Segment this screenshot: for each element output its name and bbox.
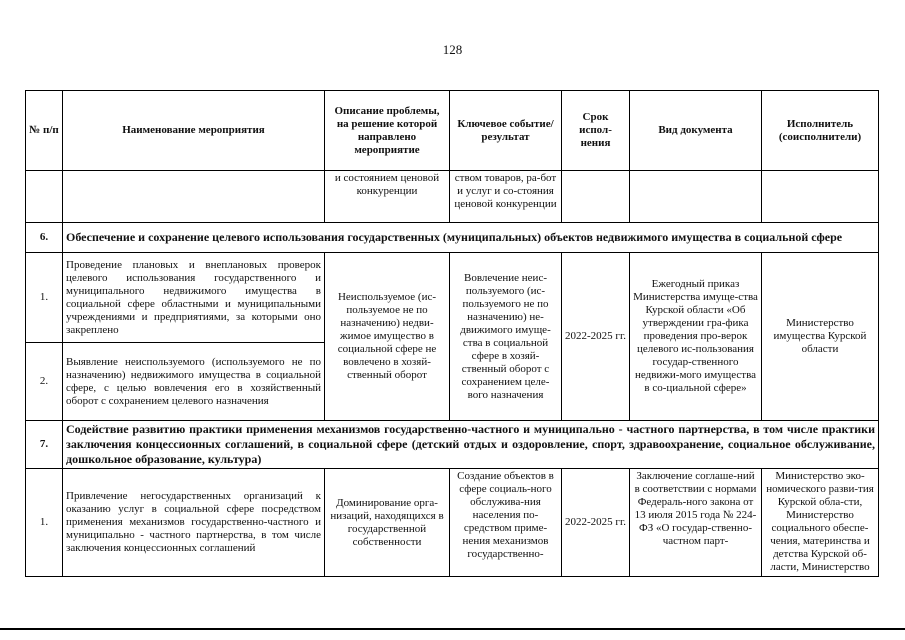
continuation-event: ством товаров, ра-бот и услуг и со-стояния ценовой конкуренции (450, 171, 562, 223)
section-6-row (26, 223, 879, 253)
table-row (26, 253, 879, 343)
s7-executor: Министерство эко-номического разви-тия Курской обла-сти, Министерство социального обеспе-чения, материнства и детства Курской об-ласти, Министерство (762, 469, 879, 577)
s6-doc: Ежегодный приказ Министерства имуще-ства Курской области «Об утверждении гра-фика проведения про-верок целевого ис-пользования государ-ственного недвижи-мого имущества в со-циальной сфере» (630, 253, 762, 421)
s6-problem: Неиспользуемое (ис-пользуемое не по назначению) недви-жимое имущество в социальной сфере не вовлечено в хозяй-ственный оборот (325, 253, 450, 421)
s7-event: Создание объектов в сфере социаль-ного обслужива-ния населения по-средством приме-нения механизмов государственно- (450, 469, 562, 577)
section-6-num: 6. (26, 223, 63, 253)
s6-term: 2022-2025 гг. (562, 253, 630, 421)
header-row (26, 91, 879, 171)
continuation-problem: и состоянием ценовой конкуренции (325, 171, 450, 223)
page-bottom-rule (0, 628, 905, 630)
table-row (26, 469, 879, 577)
header-doc: Вид документа (630, 91, 762, 171)
header-executor: Исполнитель (соисполнители) (762, 91, 879, 171)
s7-row1-name: Привлечение негосударственных организаций к оказанию услуг в социальной сфере посредством применения механизмов государственно-частного и муниципально - частного партнерства, в том числе заключения концессионных соглашений (63, 469, 325, 577)
s7-doc: Заключение соглаше-ний в соответствии с нормами Федераль-ного закона от 13 июля 2015 года № 224-ФЗ «О государ-ственно-частном парт- (630, 469, 762, 577)
header-num: № п/п (26, 91, 63, 171)
section-7-num: 7. (26, 421, 63, 469)
s6-row2-num: 2. (26, 343, 63, 421)
measures-table (25, 90, 879, 577)
section-6-title: Обеспечение и сохранение целевого использования государственных (муниципальных) объектов недвижимого имущества в социальной сфере (63, 223, 879, 253)
s6-row1-num: 1. (26, 253, 63, 343)
header-event: Ключевое событие/ результат (450, 91, 562, 171)
section-7-row (26, 421, 879, 469)
header-name: Наименование мероприятия (63, 91, 325, 171)
section-7-title: Содействие развитию практики применения механизмов государственно-частного и муниципально - частного партнерства, в том числе практики заключения концессионных соглашений, в социальной сфере (детский отдых и оздоровление, спорт, здравоохранение, социальное обслуживание, дошкольное образование, культура) (63, 421, 879, 469)
s6-row2-name: Выявление неиспользуемого (используемого не по назначению) недвижимого имущества в социальной сфере, с целью вовлечения его в хозяйственный оборот с сохранением целевого назначения (63, 343, 325, 421)
s7-term: 2022-2025 гг. (562, 469, 630, 577)
continuation-row (26, 171, 879, 223)
s7-row1-num: 1. (26, 469, 63, 577)
s6-row1-name: Проведение плановых и внеплановых проверок целевого использования государственного и муниципального недвижимого имущества в социальной сфере областными и муниципальными учреждениями и предприятиями, за которыми оно закреплено (63, 253, 325, 343)
header-term: Срок испол-нения (562, 91, 630, 171)
s7-problem: Доминирование орга-низаций, находящихся в государственной собственности (325, 469, 450, 577)
page-number: 128 (442, 42, 463, 57)
s6-event: Вовлечение неис-пользуемого (ис-пользуемого не по назначению) не-движимого имуще-ства в социальной сфере в хозяй-ственный оборот с сохранением целе-вого назначения (450, 253, 562, 421)
s6-executor: Министерство имущества Курской области (762, 253, 879, 421)
header-problem: Описание проблемы, на решение которой направлено мероприятие (325, 91, 450, 171)
